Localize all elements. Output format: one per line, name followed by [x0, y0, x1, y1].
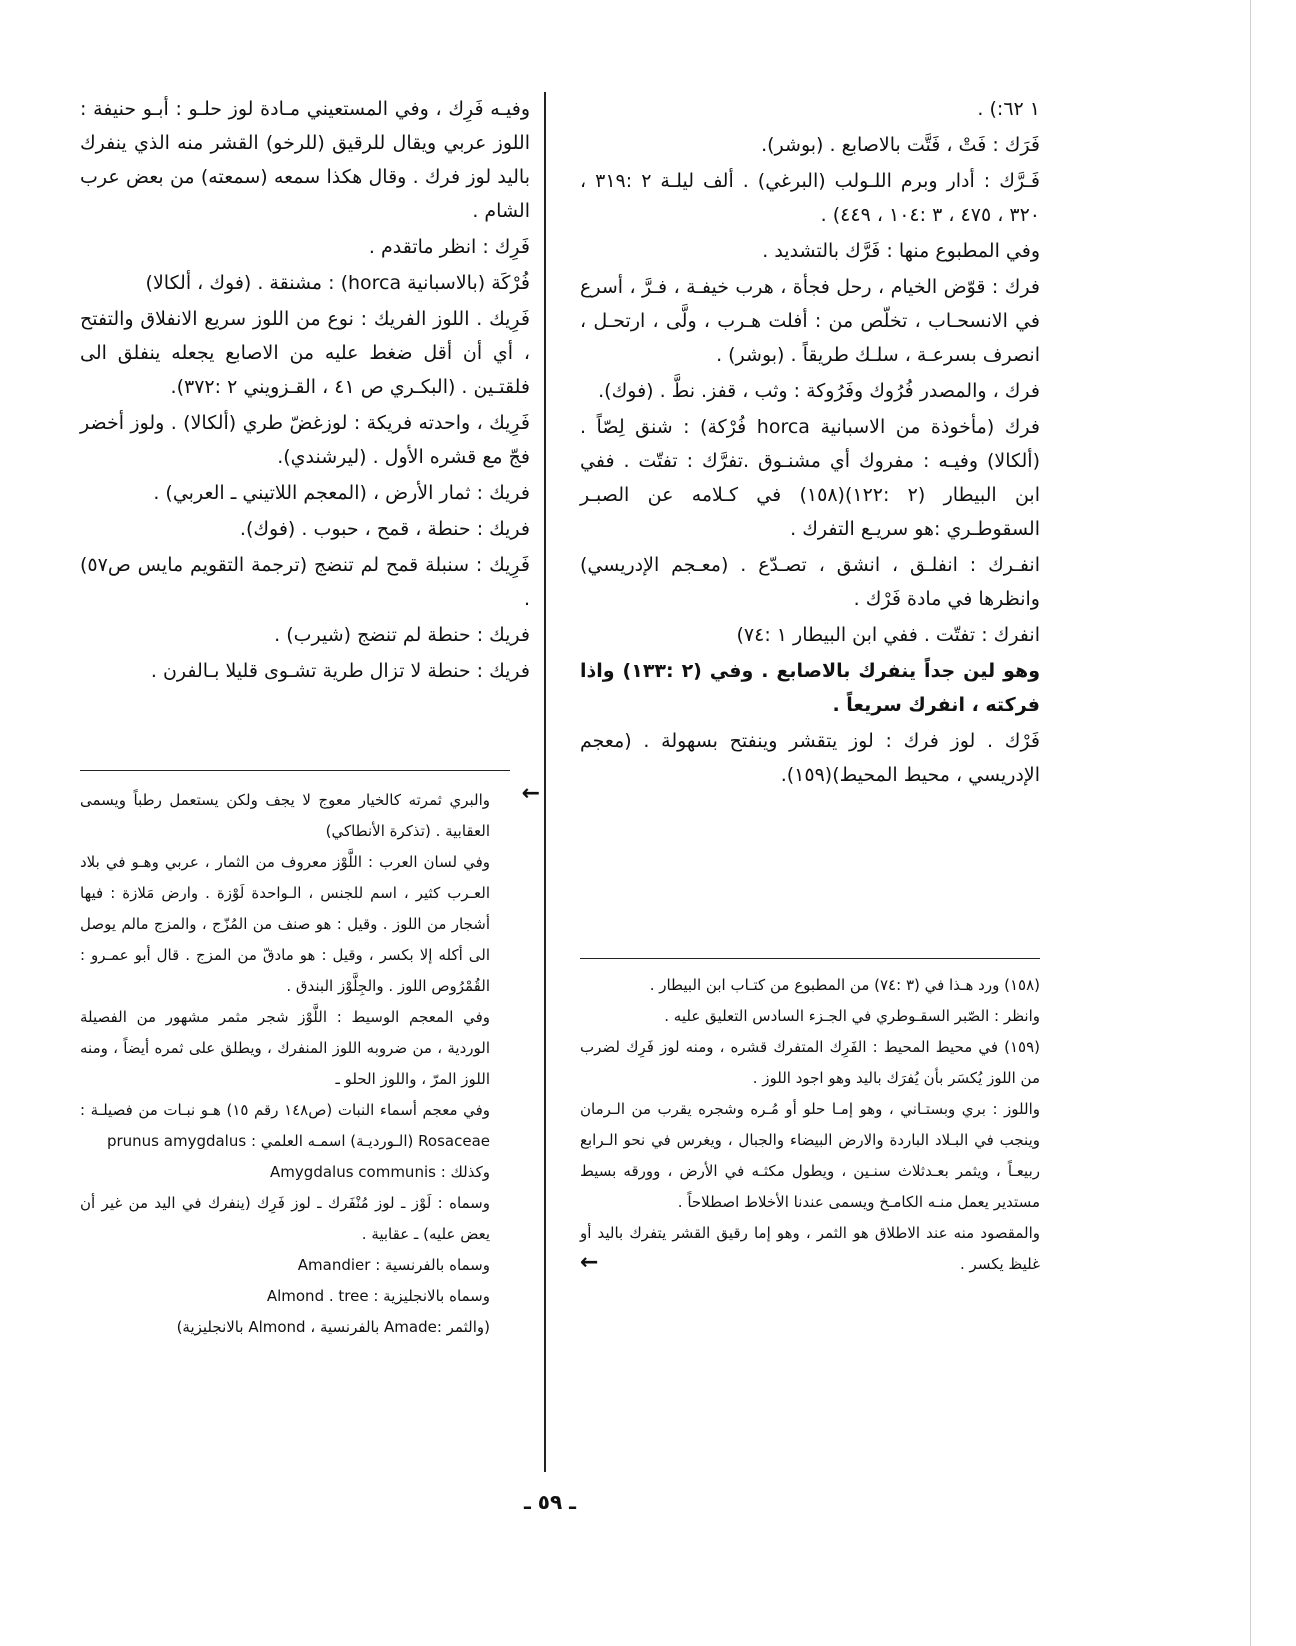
footnote-paragraph: وسماه بالانجليزية : Almond . tree: [266, 1287, 490, 1305]
entry-paragraph: فرك : قوّض الخيام ، رحل فجأة ، هرب خيفـة ، فـرَّ ، أسرع في الانسحـاب ، تخلّص من : أفلت هـرب ، ولَّى ، ارتحـل ، انصرف بسرعـة ، سلـك طريقاً . (بوشر) .: [580, 276, 1040, 366]
entry-paragraph: انفـرك : انفلـق ، انشق ، تصـدّع . (معـجم الإدريسي) وانظرها في مادة فَرْك .: [580, 554, 1040, 610]
footnote-paragraph: وكذلك : Amygdalus communis: [270, 1163, 490, 1181]
entry-paragraph: فريك : ثمار الأرض ، (المعجم اللاتيني ـ العربي) .: [153, 482, 530, 504]
entry-paragraph: وفي المطبوع منها : فَرَّك بالتشديد .: [762, 240, 1040, 262]
footnote-paragraph: وانظر : الصّبر السقـوطري في الجـزء السادس التعليق عليه .: [664, 1007, 1040, 1025]
entry-paragraph: فَـرَّك : أدار وبرم اللـولب (البرغي) . ألف ليلـة ٢ :٣١٩ ، ٣٢٠ ، ٤٧٥ ، ٣ :١٠٤ ، ٤٤٩) .: [580, 170, 1040, 226]
entry-paragraph: فَرِيك : سنبلة قمح لم تنضج (ترجمة التقويم مايس ص٥٧) .: [80, 554, 530, 610]
footnote-paragraph: وسماه : لَوْز ـ لوز مُنْفَرك ـ لوز فَرِك (ينفرك في اليد من غير أن يعض عليه) ـ عقابية .: [80, 1194, 490, 1243]
entry-paragraph: فَرِك : انظر ماتقدم .: [368, 236, 530, 258]
entry-paragraph: انفرك : تفتّت . ففي ابن البيطار ١ :٧٤): [736, 624, 1040, 646]
footnote-paragraph: وفي لسان العرب : اللَّوْز معروف من الثمار ، عربي وهـو في بلاد العـرب كثير ، اسم للجنس ، الـواحدة لَوْزة . وارض مَلازة : فيها أشجار من اللوز . وقيل : هو صنف من المُزّج ، والمزج مالم يوصل الى أكله إلا بكسر ، وقيل : هو مادقّ من المزج . قال أبو عمـرو : القُمْرُوص اللوز . والجِلَّوْز البندق .: [80, 853, 490, 995]
entry-paragraph: فريك : حنطة لم تنضج (شيرب) .: [274, 624, 530, 646]
left-footnotes: [80, 781, 540, 1343]
footnote-paragraph: وفي المعجم الوسيط : اللَّوْز شجر مثمر مشهور من الفصيلة الوردية ، من ضروبه اللوز المنفرك ، ويطلق على ثمره أيضاً ، ومنه اللوز المرّ ، واللوز الحلو ـ: [80, 1008, 490, 1088]
right-footnotes: [580, 970, 1040, 1275]
page-number: ـ ٥٩ ـ: [523, 1490, 577, 1514]
entry-paragraph: فَرِيك . اللوز الفريك : نوع من اللوز سريع الانفلاق والتفتح ، أي أن أقل ضغط عليه من الاصابع يجعله ينفلق الى فلقتـين . (البكـري ص ٤١ ، القـزويني ٢ :٣٧٢).: [80, 308, 530, 398]
footnote-paragraph: (والثمر :Amade بالفرنسية ، Almond بالانجليزية): [176, 1318, 490, 1336]
entry-paragraph: فريك : حنطة ، قمح ، حبوب . (فوك).: [239, 518, 530, 540]
left-column: [80, 92, 530, 690]
entry-paragraph: وهو لين جداً ينفرك بالاصابع . وفي (٢ :١٣٣) واذا فركته ، انفرك سريعاً .: [580, 660, 1040, 716]
left-footnote-rule: [80, 770, 510, 771]
entry-paragraph: فرك (مأخوذة من الاسبانية horca فُرْكة) : شنق لِصّاً . (ألكالا) وفيـه : مفروك أي مشنـوق .تفرَّك : تفتّت . ففي ابن البيطار (٢ :١٢٢)(١٥٨) في كـلامه عن الصبـر السقوطـري :هو سريـع التفرك .: [580, 416, 1041, 540]
entry-paragraph: فريك : حنطة لا تزال طرية تشـوى قليلا بـالفرن .: [150, 660, 530, 682]
footnote-paragraph: وفي معجم أسماء النبات (ص١٤٨ رقم ١٥) هـو نبـات من فصيلـة : Rosaceae (الـورديـة) اسمـه العلمي : prunus amygdalus: [80, 1101, 490, 1150]
continue-arrow-icon: ←: [580, 1250, 599, 1275]
entry-paragraph: فَرَك : فَتْ ، فَتَّت بالاصابع . (بوشر).: [761, 134, 1040, 156]
entry-paragraph: فَرْك . لوز فرك : لوز يتقشر وينفتح بسهولة . (معجم الإدريسي ، محيط المحيط)(١٥٩).: [580, 730, 1040, 786]
entry-paragraph: وفيـه فَرِك ، وفي المستعيني مـادة لوز حلـو : أبـو حنيفة : اللوز عربي ويقال للرقيق (للرخو) القشر منه الذي ينفرك باليد لوز فرك . وقال هكذا سمعه (سمعته) من بعض عرب الشام .: [80, 98, 530, 222]
entry-paragraph: فَرِيك ، واحدته فريكة : لوزغضّ طري (ألكالا) . ولوز أخضر فجّ مع قشره الأول . (ليرشندي).: [80, 412, 530, 468]
scan-edge-line: [1250, 0, 1251, 1646]
footnote-paragraph: (١٥٨) ورد هـذا في (٣ :٧٤) من المطبوع من كتـاب ابن البيطار .: [649, 976, 1040, 994]
footnote-paragraph: (١٥٩) في محيط المحيط : الفَرِك المتفرك قشره ، ومنه لوز فَرِك لضرب من اللوز يُكسَر بأن يُفرَك باليد وهو اجود اللوز .: [580, 1038, 1040, 1087]
entry-paragraph: فُرْكَة (بالاسبانية horca) : مشنقة . (فوك ، ألكالا): [145, 272, 530, 294]
entry-paragraph: ١ ٦٢:) .: [977, 98, 1040, 120]
footnote-paragraph: والمقصود منه عند الاطلاق هو الثمر ، وهو إما رقيق القشر يتفرك باليد أو غليظ يكسر .: [580, 1224, 1040, 1273]
footnote-paragraph: وسماه بالفرنسية : Amandier: [297, 1256, 490, 1274]
continued-arrow-icon: ←: [521, 781, 540, 806]
entry-paragraph: فرك ، والمصدر فُرُوك وفَرُوكة : وثب ، قفز. نطَّ . (فوك).: [598, 380, 1040, 402]
right-column: [580, 92, 1040, 794]
footnote-paragraph: واللوز : بري وبستـاني ، وهو إمـا حلو أو مُـره وشجره يقرب من الـرمان وينجب في البـلاد الباردة والارض البيضاء والجبال ، ويغرس في نحو الـرابع ربيعـاً ، ويثمر بعـدثلاث سنـين ، ويطول مكثـه في الأرض ، وورقه بسيط مستدير يعمل منـه الكامـخ ويسمى عندنا الأخلاط اصطلاحاً .: [580, 1100, 1040, 1211]
footnote-paragraph: والبري ثمرته كالخيار معوج لا يجف ولكن يستعمل رطباً ويسمى العقابية . (تذكرة الأنطاكي): [80, 791, 490, 840]
right-footnote-rule: [580, 958, 1040, 959]
column-divider: [544, 92, 546, 1472]
